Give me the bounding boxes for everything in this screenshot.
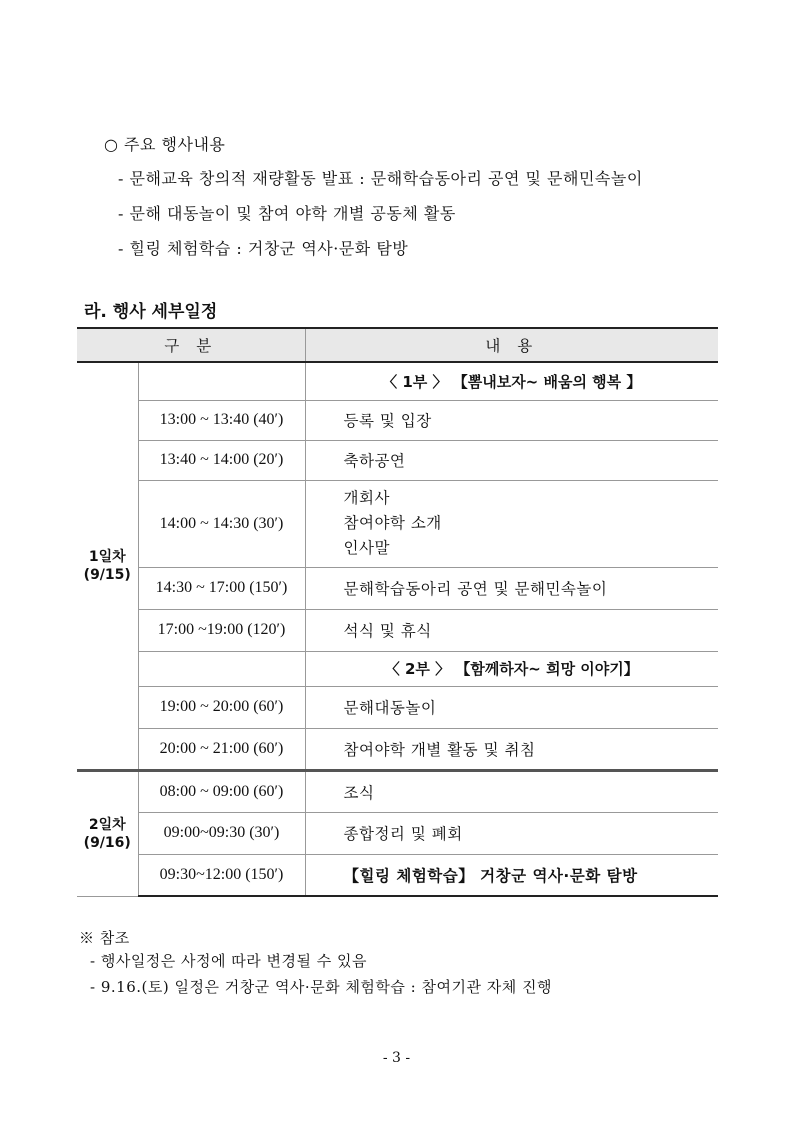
table-row bbox=[77, 440, 718, 480]
header-category: 구 분 bbox=[77, 328, 305, 362]
table-row bbox=[77, 609, 718, 651]
content-cell: 축하공연 bbox=[305, 440, 718, 480]
note-2: - 9.16.(토) 일정은 거창군 역사·문화 체험학습 : 참여기관 자체 진행 bbox=[90, 978, 552, 996]
day2-label: 2일차 (9/16) bbox=[77, 770, 138, 896]
content-cell: 개회사 참여야학 소개 인사말 bbox=[305, 480, 718, 567]
table-row bbox=[77, 567, 718, 609]
time-cell: 14:00 ~ 14:30 (30′) bbox=[138, 480, 305, 567]
time-cell: 14:30 ~ 17:00 (150′) bbox=[138, 567, 305, 609]
content-cell: 문해대동놀이 bbox=[305, 686, 718, 728]
part1-title: 〈 1부 〉 【뽐내보자~ 배움의 행복 】 bbox=[305, 362, 718, 400]
main-items-heading: ○ 주요 행사내용 bbox=[104, 135, 226, 154]
part2-title: 〈 2부 〉 【함께하자~ 희망 이야기】 bbox=[305, 651, 718, 686]
time-cell: 13:00 ~ 13:40 (40′) bbox=[138, 400, 305, 440]
content-cell: 석식 및 휴식 bbox=[305, 609, 718, 651]
content-cell: 【힐링 체험학습】 거창군 역사·문화 탐방 bbox=[305, 854, 718, 896]
table-header-row bbox=[77, 328, 718, 362]
table-row bbox=[77, 728, 718, 770]
schedule-table bbox=[77, 327, 718, 897]
notes-heading: ※ 참조 bbox=[79, 929, 130, 947]
table-row bbox=[77, 770, 718, 812]
content-cell: 문해학습동아리 공연 및 문해민속놀이 bbox=[305, 567, 718, 609]
section-title: 라. 행사 세부일정 bbox=[84, 302, 218, 322]
time-cell: 19:00 ~ 20:00 (60′) bbox=[138, 686, 305, 728]
day1-label: 1일차 (9/15) bbox=[77, 362, 138, 770]
table-row bbox=[77, 480, 718, 567]
content-cell: 조식 bbox=[305, 770, 718, 812]
main-item-1: - 문해교육 창의적 재량활동 발표 : 문해학습동아리 공연 및 문해민속놀이 bbox=[118, 169, 643, 188]
page-number: - 3 - bbox=[382, 1050, 411, 1066]
table-cell-empty bbox=[138, 651, 305, 686]
table-row bbox=[77, 812, 718, 854]
note-1: - 행사일정은 사정에 따라 변경될 수 있음 bbox=[90, 952, 368, 970]
table-row bbox=[77, 651, 718, 686]
main-item-2: - 문해 대동놀이 및 참여 야학 개별 공동체 활동 bbox=[118, 204, 456, 223]
time-cell: 08:00 ~ 09:00 (60′) bbox=[138, 770, 305, 812]
time-cell: 09:30~12:00 (150′) bbox=[138, 854, 305, 896]
time-cell: 17:00 ~19:00 (120′) bbox=[138, 609, 305, 651]
content-cell: 참여야학 개별 활동 및 취침 bbox=[305, 728, 718, 770]
table-row bbox=[77, 400, 718, 440]
main-item-3: - 힐링 체험학습 : 거창군 역사·문화 탐방 bbox=[118, 239, 409, 258]
table-row bbox=[77, 854, 718, 896]
time-cell: 13:40 ~ 14:00 (20′) bbox=[138, 440, 305, 480]
table-cell-empty bbox=[138, 362, 305, 400]
content-cell: 종합정리 및 폐회 bbox=[305, 812, 718, 854]
content-cell: 등록 및 입장 bbox=[305, 400, 718, 440]
time-cell: 20:00 ~ 21:00 (60′) bbox=[138, 728, 305, 770]
time-cell: 09:00~09:30 (30′) bbox=[138, 812, 305, 854]
header-content: 내 용 bbox=[305, 328, 718, 362]
table-row bbox=[77, 686, 718, 728]
table-row bbox=[77, 362, 718, 400]
